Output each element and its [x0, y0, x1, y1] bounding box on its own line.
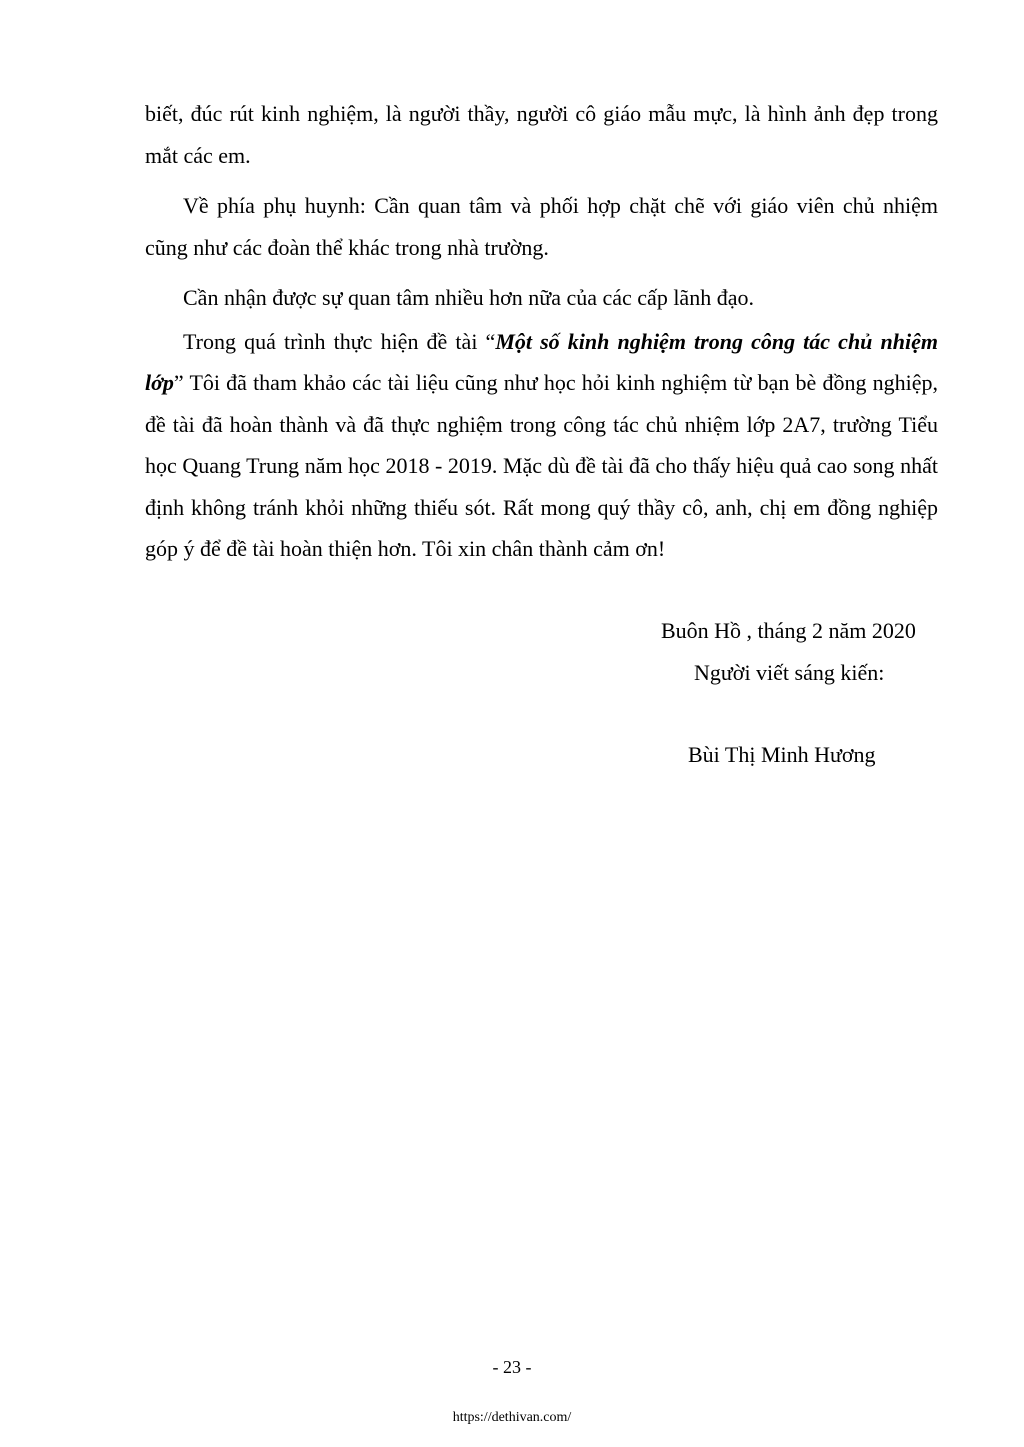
paragraph-parents: Về phía phụ huynh: Cần quan tâm và phối hợp chặt chẽ với giáo viên chủ nhiệm cũng như các đoàn thể khác trong nhà trường. [145, 193, 938, 260]
signature-role: Người viết sáng kiến: [694, 660, 885, 685]
signature-place-date: Buôn Hồ , tháng 2 năm 2020 [661, 618, 916, 643]
footer-url[interactable]: https://dethivan.com/ [452, 1410, 572, 1425]
signature-name: Bùi Thị Minh Hương [688, 742, 876, 767]
conclusion-intro: Trong quá trình thực hiện đề tài “ [183, 328, 496, 354]
body-text [145, 93, 938, 570]
paragraph-leadership: Cần nhận được sự quan tâm nhiều hơn nữa của các cấp lãnh đạo. [183, 285, 754, 310]
page-number: - 23 - [492, 1357, 532, 1377]
conclusion-body: ” Tôi đã tham khảo các tài liệu cũng như học hỏi kinh nghiệm từ bạn bè đồng nghiệp, đề tài đã hoàn thành và đã thực nghiệm trong công tác chủ nhiệm lớp 2A7, trường Tiểu học Quang Trung năm học 2018 - 2019. Mặc dù đề tài đã cho thấy hiệu quả cao song nhất định không tránh khỏi những thiếu sót. Rất mong quý thầy cô, anh, chị em đồng nghiệp góp ý để đề tài hoàn thiện hơn. Tôi xin chân thành cảm ơn! [145, 370, 938, 561]
paragraph-conclusion [145, 321, 938, 570]
topic-title: Một số kinh nghiệm trong công tác chủ nhiệm lớp [145, 328, 938, 395]
paragraph-continuation: biết, đúc rút kinh nghiệm, là người thầy, người cô giáo mẫu mực, là hình ảnh đẹp trong mắt các em. [145, 101, 938, 168]
